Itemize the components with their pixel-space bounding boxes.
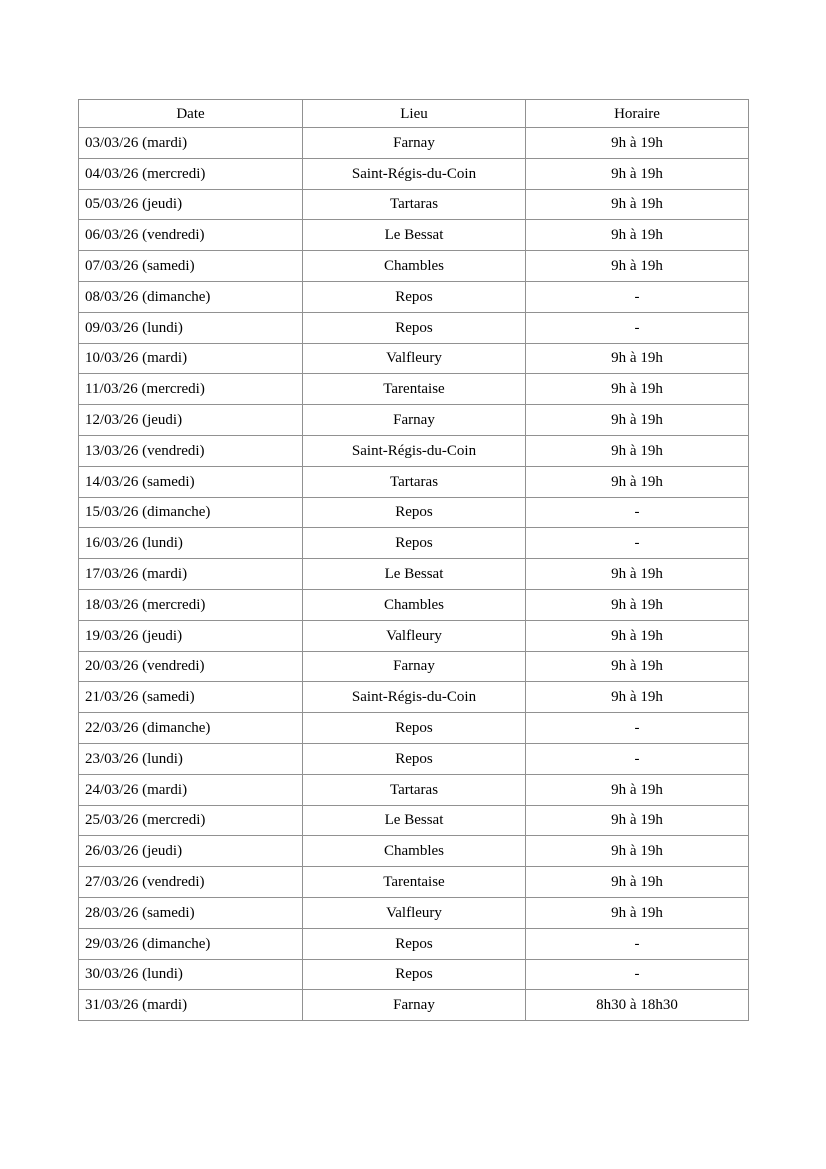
cell-date: 31/03/26 (mardi): [79, 990, 303, 1021]
cell-date: 17/03/26 (mardi): [79, 559, 303, 590]
cell-date: 13/03/26 (vendredi): [79, 435, 303, 466]
cell-date: 15/03/26 (dimanche): [79, 497, 303, 528]
cell-lieu: Valfleury: [303, 897, 526, 928]
cell-date: 08/03/26 (dimanche): [79, 281, 303, 312]
cell-date: 04/03/26 (mercredi): [79, 158, 303, 189]
cell-horaire: 9h à 19h: [526, 897, 749, 928]
table-row: [79, 559, 749, 590]
cell-lieu: Tarentaise: [303, 867, 526, 898]
cell-date: 14/03/26 (samedi): [79, 466, 303, 497]
table-row: [79, 867, 749, 898]
column-header-date: Date: [79, 100, 303, 128]
cell-lieu: Repos: [303, 713, 526, 744]
cell-horaire: 9h à 19h: [526, 189, 749, 220]
table-row: [79, 589, 749, 620]
cell-horaire: -: [526, 312, 749, 343]
table-row: [79, 897, 749, 928]
table-row: [79, 128, 749, 159]
cell-horaire: 9h à 19h: [526, 128, 749, 159]
cell-lieu: Tarentaise: [303, 374, 526, 405]
cell-lieu: Valfleury: [303, 620, 526, 651]
column-header-horaire: Horaire: [526, 100, 749, 128]
cell-horaire: 9h à 19h: [526, 805, 749, 836]
column-header-lieu: Lieu: [303, 100, 526, 128]
cell-lieu: Repos: [303, 497, 526, 528]
cell-lieu: Repos: [303, 928, 526, 959]
table-row: [79, 251, 749, 282]
cell-horaire: 9h à 19h: [526, 867, 749, 898]
cell-lieu: Le Bessat: [303, 559, 526, 590]
cell-lieu: Repos: [303, 281, 526, 312]
table-row: [79, 435, 749, 466]
cell-date: 03/03/26 (mardi): [79, 128, 303, 159]
cell-horaire: 9h à 19h: [526, 836, 749, 867]
table-row: [79, 959, 749, 990]
cell-date: 24/03/26 (mardi): [79, 774, 303, 805]
cell-horaire: -: [526, 281, 749, 312]
table-row: [79, 682, 749, 713]
cell-lieu: Valfleury: [303, 343, 526, 374]
cell-date: 28/03/26 (samedi): [79, 897, 303, 928]
cell-date: 18/03/26 (mercredi): [79, 589, 303, 620]
table-row: [79, 374, 749, 405]
cell-date: 05/03/26 (jeudi): [79, 189, 303, 220]
cell-horaire: 9h à 19h: [526, 251, 749, 282]
cell-lieu: Le Bessat: [303, 220, 526, 251]
cell-lieu: Le Bessat: [303, 805, 526, 836]
table-row: [79, 466, 749, 497]
cell-lieu: Repos: [303, 528, 526, 559]
cell-horaire: -: [526, 928, 749, 959]
table-row: [79, 836, 749, 867]
table-row: [79, 805, 749, 836]
table-row: [79, 713, 749, 744]
table-row: [79, 343, 749, 374]
cell-date: 27/03/26 (vendredi): [79, 867, 303, 898]
cell-horaire: 8h30 à 18h30: [526, 990, 749, 1021]
cell-horaire: 9h à 19h: [526, 620, 749, 651]
cell-lieu: Tartaras: [303, 189, 526, 220]
cell-lieu: Repos: [303, 959, 526, 990]
table-row: [79, 528, 749, 559]
schedule-table: [78, 99, 749, 1021]
cell-date: 29/03/26 (dimanche): [79, 928, 303, 959]
cell-date: 26/03/26 (jeudi): [79, 836, 303, 867]
cell-date: 30/03/26 (lundi): [79, 959, 303, 990]
cell-lieu: Chambles: [303, 836, 526, 867]
table-row: [79, 620, 749, 651]
cell-lieu: Saint-Régis-du-Coin: [303, 682, 526, 713]
cell-date: 09/03/26 (lundi): [79, 312, 303, 343]
cell-horaire: 9h à 19h: [526, 374, 749, 405]
cell-horaire: 9h à 19h: [526, 559, 749, 590]
table-row: [79, 497, 749, 528]
cell-horaire: 9h à 19h: [526, 774, 749, 805]
cell-horaire: 9h à 19h: [526, 405, 749, 436]
table-row: [79, 189, 749, 220]
cell-horaire: 9h à 19h: [526, 466, 749, 497]
cell-lieu: Farnay: [303, 128, 526, 159]
cell-horaire: 9h à 19h: [526, 651, 749, 682]
cell-date: 19/03/26 (jeudi): [79, 620, 303, 651]
cell-lieu: Repos: [303, 312, 526, 343]
cell-date: 22/03/26 (dimanche): [79, 713, 303, 744]
table-row: [79, 281, 749, 312]
table-row: [79, 158, 749, 189]
table-header-row: [79, 100, 749, 128]
table-row: [79, 312, 749, 343]
cell-date: 23/03/26 (lundi): [79, 743, 303, 774]
cell-date: 25/03/26 (mercredi): [79, 805, 303, 836]
table-row: [79, 220, 749, 251]
cell-horaire: -: [526, 713, 749, 744]
cell-date: 16/03/26 (lundi): [79, 528, 303, 559]
table-row: [79, 743, 749, 774]
cell-horaire: 9h à 19h: [526, 435, 749, 466]
cell-lieu: Tartaras: [303, 774, 526, 805]
cell-lieu: Farnay: [303, 990, 526, 1021]
cell-lieu: Saint-Régis-du-Coin: [303, 158, 526, 189]
table-row: [79, 928, 749, 959]
table-row: [79, 651, 749, 682]
cell-horaire: -: [526, 528, 749, 559]
cell-lieu: Saint-Régis-du-Coin: [303, 435, 526, 466]
table-row: [79, 990, 749, 1021]
cell-date: 21/03/26 (samedi): [79, 682, 303, 713]
cell-lieu: Chambles: [303, 251, 526, 282]
cell-date: 10/03/26 (mardi): [79, 343, 303, 374]
cell-date: 11/03/26 (mercredi): [79, 374, 303, 405]
cell-lieu: Tartaras: [303, 466, 526, 497]
cell-horaire: 9h à 19h: [526, 589, 749, 620]
table-row: [79, 774, 749, 805]
cell-horaire: -: [526, 959, 749, 990]
cell-date: 20/03/26 (vendredi): [79, 651, 303, 682]
cell-horaire: -: [526, 743, 749, 774]
cell-lieu: Repos: [303, 743, 526, 774]
cell-horaire: 9h à 19h: [526, 158, 749, 189]
cell-lieu: Chambles: [303, 589, 526, 620]
cell-horaire: 9h à 19h: [526, 343, 749, 374]
cell-horaire: 9h à 19h: [526, 220, 749, 251]
cell-date: 12/03/26 (jeudi): [79, 405, 303, 436]
table-row: [79, 405, 749, 436]
cell-date: 06/03/26 (vendredi): [79, 220, 303, 251]
cell-lieu: Farnay: [303, 405, 526, 436]
cell-date: 07/03/26 (samedi): [79, 251, 303, 282]
cell-horaire: -: [526, 497, 749, 528]
cell-lieu: Farnay: [303, 651, 526, 682]
cell-horaire: 9h à 19h: [526, 682, 749, 713]
